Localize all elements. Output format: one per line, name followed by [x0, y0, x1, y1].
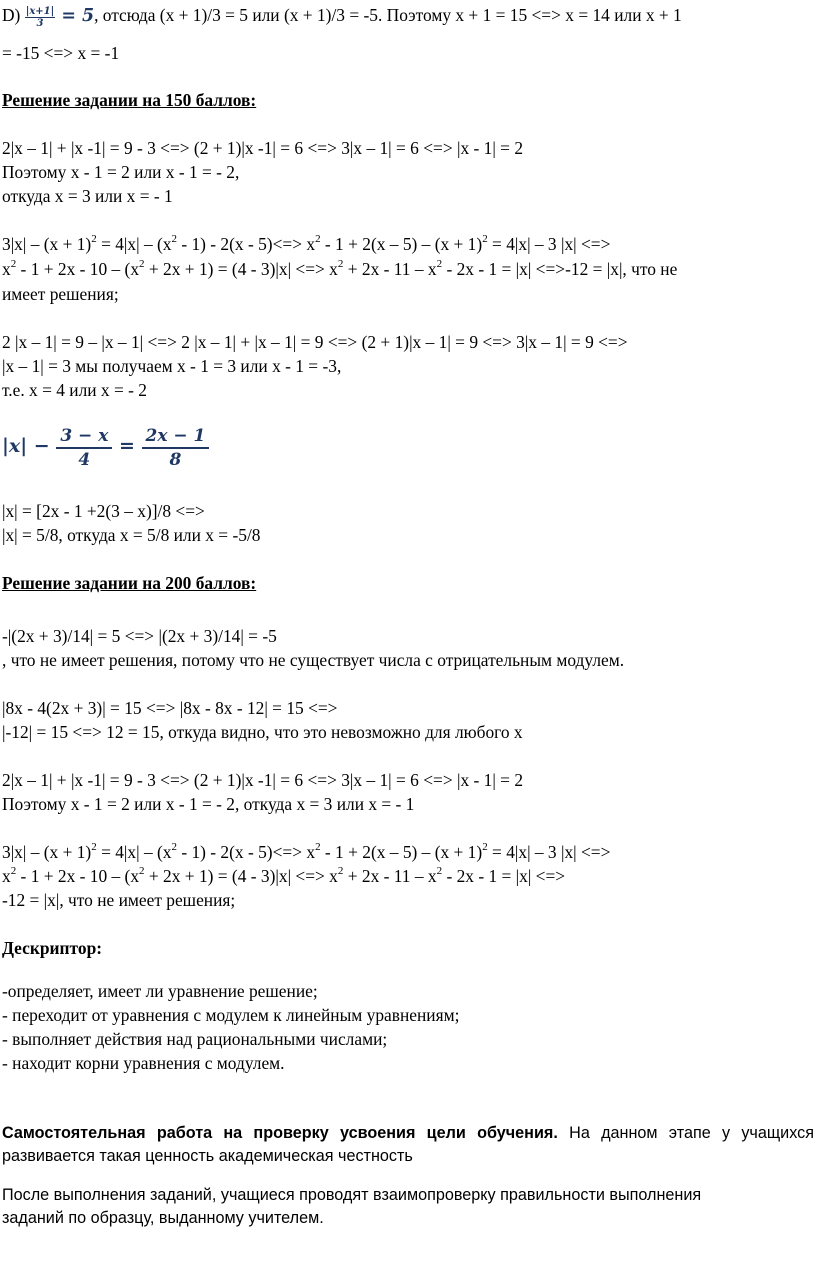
line-200-5: 2|x – 1| + |x -1| = 9 - 3 <=> (2 + 1)|x -1| = 6 <=> 3|x – 1| = 6 <=> |x - 1| = 2: [2, 770, 524, 790]
superscript: 2: [315, 841, 321, 854]
superscript: 2: [91, 233, 97, 246]
equals-sign: =: [112, 435, 142, 457]
text-part: - 1 + 2x - 10 – (x: [16, 866, 140, 886]
line-200-9: -12 = |x|, что не имеет решения;: [2, 890, 236, 910]
superscript: 2: [139, 258, 145, 271]
descriptor-item-3: - выполняет действия над рациональными числами;: [2, 1029, 388, 1049]
line-150-1: 2|x – 1| + |x -1| = 9 - 3 <=> (2 + 1)|x -1| = 6 <=> 3|x – 1| = 6 <=> |x - 1| = 2: [2, 138, 524, 158]
line-200-8: [2, 865, 565, 887]
superscript: 2: [315, 233, 321, 246]
line-150-9: т.е. x = 4 или x = - 2: [2, 380, 147, 400]
line-200-3: |8x - 4(2x + 3)| = 15 <=> |8x - 8x - 12| = 15 <=>: [2, 698, 338, 718]
paragraph-text: На данном этапе у учащихся: [557, 1124, 814, 1142]
solution-text: , отсюда (x + 1)/3 = 5 или (x + 1)/3 = -5. Поэтому x + 1 = 15 <=> x = 14 или x + 1: [94, 5, 682, 25]
text-part: 3|x| – (x + 1): [2, 234, 92, 254]
line-150-8: |x – 1| = 3 мы получаем x - 1 = 3 или x - 1 = -3,: [2, 356, 342, 376]
line-200-2: , что не имеет решения, потому что не существует числа с отрицательным модулем.: [2, 650, 625, 670]
paragraph-peer-review: После выполнения заданий, учащиеся проводят взаимопроверку правильности выполнения: [2, 1186, 702, 1204]
superscript: 2: [91, 841, 97, 854]
superscript: 2: [171, 233, 177, 246]
paragraph-independent-work: [2, 1122, 814, 1144]
equation-value: = 5: [55, 6, 95, 26]
fraction-2x-minus-1-over-8: [142, 425, 210, 471]
equation-abs-x: |x| −: [2, 435, 57, 457]
superscript: 2: [337, 258, 344, 271]
text-part: + 2x + 1) = (4 - 3)|x| <=> x: [144, 866, 338, 886]
line-150-3: откуда x = 3 или x = - 1: [2, 186, 173, 206]
text-part: 3|x| – (x + 1): [2, 842, 92, 862]
text-part: - 2x - 1 = |x| <=>-12 = |x|, что не: [442, 259, 678, 279]
fraction-numerator: |x+1|: [25, 5, 55, 17]
superscript: 2: [436, 258, 443, 271]
descriptor-item-4: - находит корни уравнения с модулем.: [2, 1053, 285, 1073]
text-part: = 4|x| – 3 |x| <=>: [487, 234, 611, 254]
text-part: x: [2, 259, 11, 279]
text-part: - 1 + 2(x – 5) – (x + 1): [320, 234, 483, 254]
fraction-abs-x-plus-1-over-3: [25, 6, 56, 29]
text-part: + 2x - 11 – x: [343, 259, 437, 279]
item-label: D): [2, 5, 25, 25]
superscript: 2: [436, 865, 443, 878]
fraction-denominator: 4: [78, 450, 91, 470]
heading-150-points: Решение задании на 150 баллов:: [2, 90, 257, 110]
heading-200-points: Решение задании на 200 баллов:: [2, 573, 257, 593]
superscript: 2: [171, 841, 177, 854]
equation-fractions: [2, 425, 209, 471]
text-part: - 1) - 2(x - 5)<=> x: [176, 234, 316, 254]
text-part: - 1 + 2x - 10 – (x: [16, 259, 140, 279]
line-150-6: имеет решения;: [2, 284, 119, 304]
fraction-numerator: 3 − x: [56, 425, 112, 449]
superscript: 2: [482, 233, 488, 246]
text-part: + 2x - 11 – x: [343, 866, 437, 886]
fraction-denominator: 8: [169, 450, 182, 470]
line-150-5: [2, 258, 677, 280]
line-200-7: [2, 841, 610, 863]
line-150-2: Поэтому x - 1 = 2 или x - 1 = - 2,: [2, 162, 240, 182]
heading-descriptor: Дескриптор:: [2, 938, 103, 958]
superscript: 2: [10, 865, 17, 878]
text-part: = 4|x| – 3 |x| <=>: [487, 842, 611, 862]
fraction-denominator: 3: [36, 17, 44, 29]
paragraph-peer-review-cont: заданий по образцу, выданному учителем.: [2, 1209, 324, 1227]
line-150-7: 2 |x – 1| = 9 – |x – 1| <=> 2 |x – 1| + |x – 1| = 9 <=> (2 + 1)|x – 1| = 9 <=> 3|x – 1| = 9 <=>: [2, 332, 628, 352]
fraction-numerator: 2x − 1: [142, 425, 210, 449]
paragraph-independent-work-cont: развивается такая ценность академическая честность: [2, 1147, 413, 1165]
superscript: 2: [139, 865, 145, 878]
text-part: - 1 + 2(x – 5) – (x + 1): [320, 842, 483, 862]
descriptor-item-2: - переходит от уравнения с модулем к линейным уравнениям;: [2, 1005, 460, 1025]
text-part: x: [2, 866, 11, 886]
line-200-6: Поэтому x - 1 = 2 или x - 1 = - 2, откуда x = 3 или x = - 1: [2, 794, 415, 814]
line-solution-d: [2, 4, 682, 29]
superscript: 2: [337, 865, 344, 878]
text-part: = 4|x| – (x: [96, 842, 172, 862]
line-200-4: |-12| = 15 <=> 12 = 15, откуда видно, что это невозможно для любого x: [2, 722, 523, 742]
line-150-4: [2, 233, 610, 255]
line-150-10: |x| = [2x - 1 +2(3 – x)]/8 <=>: [2, 501, 205, 521]
descriptor-item-1: -определяет, имеет ли уравнение решение;: [2, 981, 318, 1001]
paragraph-lead-bold: Самостоятельная работа на проверку усвоения цели обучения.: [2, 1124, 558, 1142]
fraction-3-minus-x-over-4: [56, 425, 112, 471]
line-solution-d-cont: = -15 <=> x = -1: [2, 43, 120, 63]
line-200-1: -|(2x + 3)/14| = 5 <=> |(2x + 3)/14| = -5: [2, 626, 277, 646]
line-150-11: |x| = 5/8, откуда x = 5/8 или x = -5/8: [2, 525, 261, 545]
text-part: = 4|x| – (x: [96, 234, 172, 254]
superscript: 2: [10, 258, 17, 271]
superscript: 2: [482, 841, 488, 854]
text-part: + 2x + 1) = (4 - 3)|x| <=> x: [144, 259, 338, 279]
text-part: - 1) - 2(x - 5)<=> x: [176, 842, 316, 862]
text-part: - 2x - 1 = |x| <=>: [442, 866, 566, 886]
